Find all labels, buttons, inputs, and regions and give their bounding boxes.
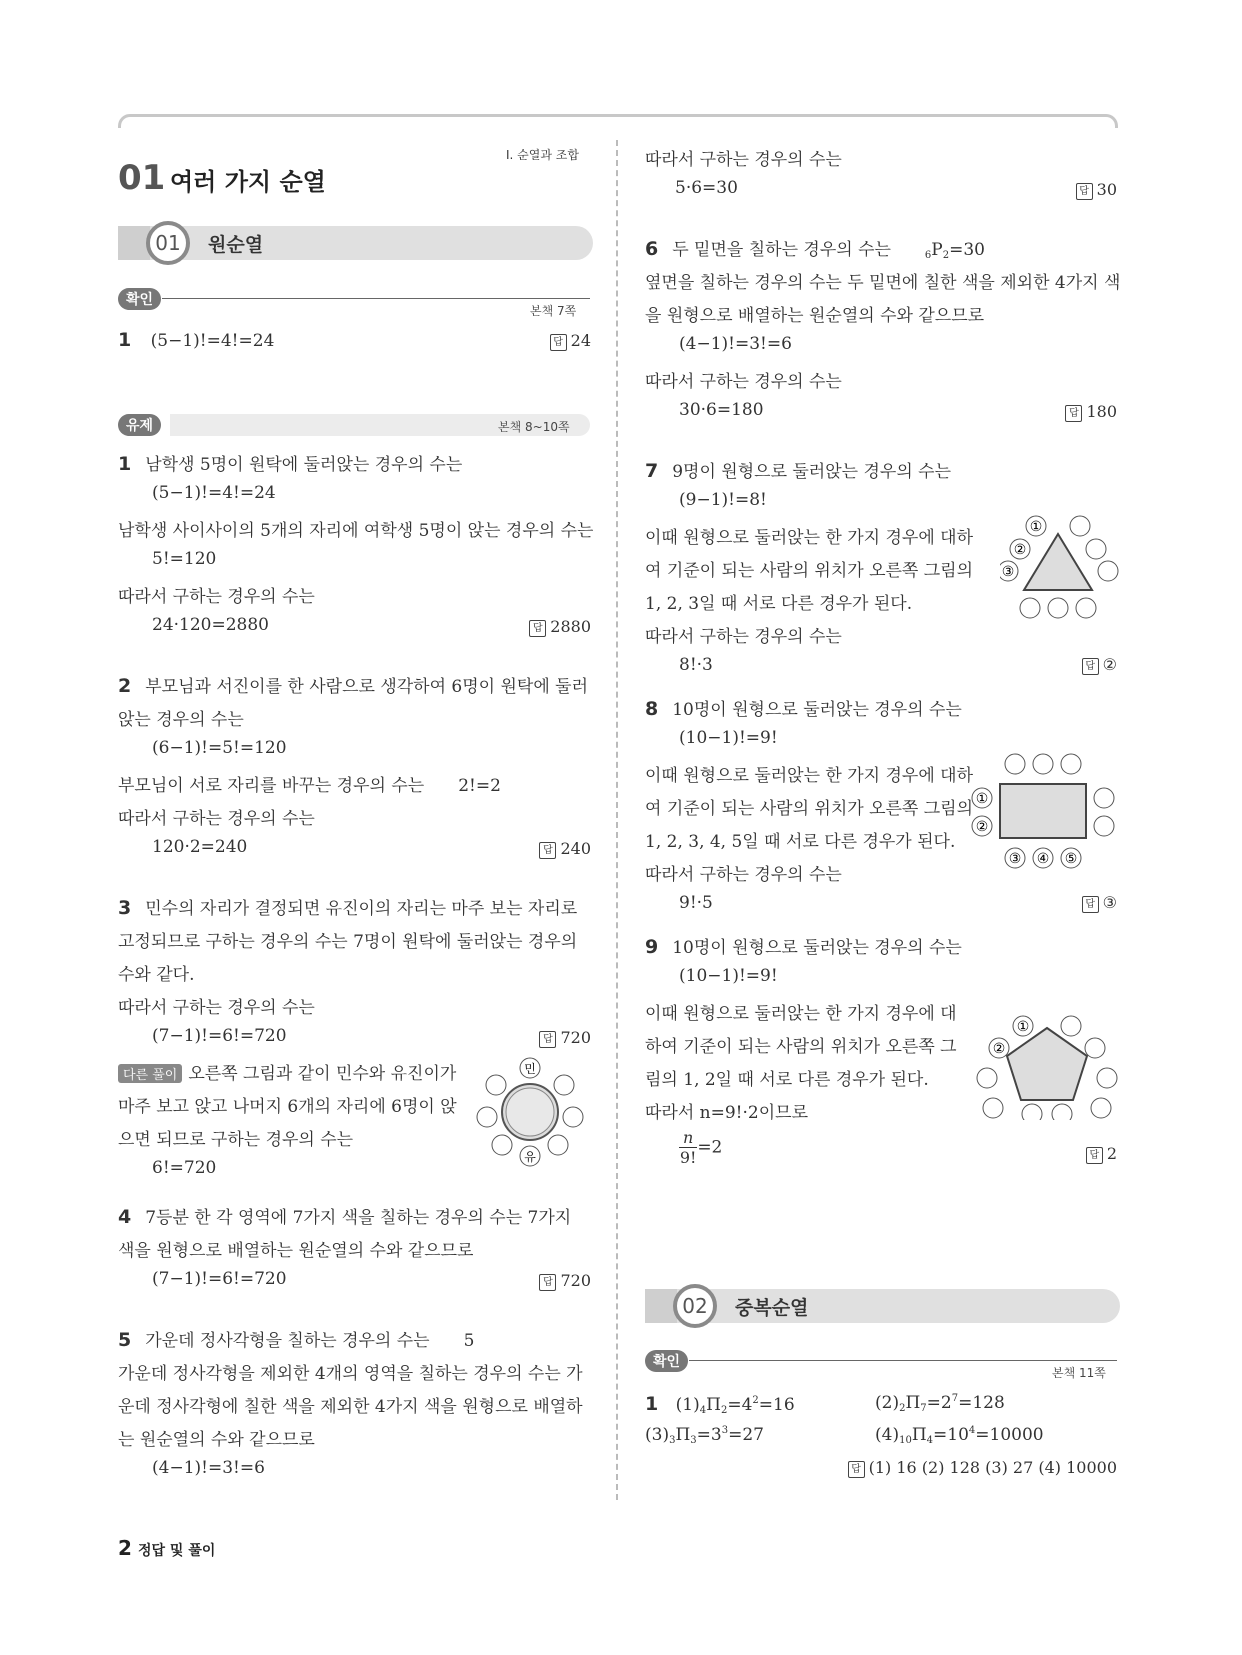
seat-1-label: ① (1029, 519, 1043, 535)
p6-answer: 답 180 (1065, 402, 1117, 422)
check-page-ref: 본책 11쪽 (1052, 1366, 1106, 1380)
section-title: 중복순열 (735, 1297, 809, 1319)
p3-line4: 따라서 구하는 경우의 수는 (118, 998, 315, 1018)
seat-2-label: ② (1013, 542, 1027, 558)
p5-line4: 는 원순열의 수와 같으므로 (118, 1430, 315, 1450)
seat-label-bottom: 유 (524, 1150, 536, 1164)
p2-line3: (6−1)!=5!=120 (152, 738, 287, 758)
p1-line3: 남학생 사이사이의 5개의 자리에 여학생 5명이 앉는 경우의 수는 (118, 521, 594, 541)
p5-right2: 5·6=30 (675, 178, 738, 198)
practice-tag: 유제 (118, 414, 161, 436)
seat-4-label: ④ (1036, 851, 1050, 867)
check-line (162, 298, 590, 299)
seat-label-top: 민 (524, 1062, 536, 1076)
p4-answer: 답 720 (539, 1271, 591, 1291)
p2-line6: 120·2=240 (152, 837, 248, 857)
seat-3-label: ③ (1008, 851, 1022, 867)
p7-line4: 여 기준이 되는 사람의 위치가 오른쪽 그림의 (645, 561, 974, 581)
p7-line5: 1, 2, 3일 때 서로 다른 경우가 된다. (645, 594, 913, 614)
column-divider (616, 140, 618, 1500)
p5-line1: 5 가운데 정사각형을 칠하는 경우의 수는 5 (118, 1329, 475, 1351)
alt-solution-tag: 다른 풀이 (118, 1064, 182, 1083)
p1-line6: 24·120=2880 (152, 615, 269, 635)
seat-2-label: ② (975, 819, 989, 835)
p7-answer: 답 ② (1082, 655, 1117, 675)
section-header-2 (645, 1289, 1120, 1323)
p4-line1: 4 7등분 한 각 영역에 7가지 색을 칠하는 경우의 수는 7가지 (118, 1206, 572, 1228)
p9-line2: (10−1)!=9! (679, 966, 778, 986)
check-item: 1 (5−1)!=4!=24 (118, 329, 275, 351)
section-number: 01 (146, 221, 190, 265)
answer-icon: 답 (1082, 896, 1099, 913)
p3-alt2: 마주 보고 앉고 나머지 6개의 자리에 6명이 앉 (118, 1097, 457, 1117)
p2-line2: 앉는 경우의 수는 (118, 710, 244, 730)
sec2-item3: $(3)_3\Pi_3=3^3=27$ (645, 1425, 765, 1446)
p8-line6: 따라서 구하는 경우의 수는 (645, 865, 842, 885)
p9-fraction: $\frac{n}{9!}$ =2 (679, 1128, 723, 1167)
p1-answer: 답 2880 (529, 617, 591, 637)
p3-line2: 고정되므로 구하는 경우의 수는 7명이 원탁에 둘러앉는 경우의 (118, 932, 578, 952)
section-title: 원순열 (208, 234, 264, 256)
answer-icon: 답 (1082, 658, 1099, 675)
round-table-figure (475, 1055, 585, 1170)
p6-line1: 6 두 밑면을 칠하는 경우의 수는 $_6P_2=30$ (645, 238, 986, 261)
p5-right1: 따라서 구하는 경우의 수는 (645, 150, 842, 170)
p9-answer: 답 2 (1086, 1144, 1117, 1164)
p7-line2: (9−1)!=8! (679, 490, 767, 510)
triangle-table-figure (1000, 512, 1120, 622)
p6-line3: 을 원형으로 배열하는 원순열의 수와 같으므로 (645, 306, 985, 326)
answer-icon: 답 (1076, 183, 1093, 200)
p4-line2: 색을 원형으로 배열하는 원순열의 수와 같으므로 (118, 1241, 474, 1261)
page-number: 2 (118, 1536, 132, 1560)
p9-line3: 이때 원형으로 둘러앉는 한 가지 경우에 대 (645, 1004, 957, 1024)
p3-line5: (7−1)!=6!=720 (152, 1026, 287, 1046)
practice-page-ref: 본책 8~10쪽 (498, 420, 570, 434)
section-header-1 (118, 226, 593, 260)
p2-answer: 답 240 (539, 839, 591, 859)
rectangle-table-figure (970, 752, 1120, 872)
p7-line7: 8!·3 (679, 655, 713, 675)
pentagon-table-figure (975, 1000, 1120, 1120)
p7-line6: 따라서 구하는 경우의 수는 (645, 627, 842, 647)
p7-line1: 7 9명이 원형으로 둘러앉는 경우의 수는 (645, 460, 951, 482)
p9-line1: 9 10명이 원형으로 둘러앉는 경우의 수는 (645, 936, 962, 958)
p3-answer: 답 720 (539, 1028, 591, 1048)
p2-line4: 부모님이 서로 자리를 바꾸는 경우의 수는 2!=2 (118, 776, 501, 796)
p7-line3: 이때 원형으로 둘러앉는 한 가지 경우에 대하 (645, 528, 974, 548)
p8-line4: 여 기준이 되는 사람의 위치가 오른쪽 그림의 (645, 799, 974, 819)
sec2-item2: $(2)_2\Pi_7=2^7=128$ (875, 1393, 1005, 1414)
chapter-title: 여러 가지 순열 (170, 168, 326, 196)
p6-line4: (4−1)!=3!=6 (679, 334, 792, 354)
p1-line5: 따라서 구하는 경우의 수는 (118, 587, 315, 607)
sec2-row1: 1 $(1)_4\Pi_2=4^2=16$ (645, 1393, 795, 1416)
p8-line5: 1, 2, 3, 4, 5일 때 서로 다른 경우가 된다. (645, 832, 956, 852)
seat-1-label: ① (975, 791, 989, 807)
answer-icon: 답 (529, 620, 546, 637)
top-border (118, 114, 1118, 128)
p3-line1: 3 민수의 자리가 결정되면 유진이의 자리는 마주 보는 자리로 (118, 897, 578, 919)
p3-line3: 수와 같다. (118, 965, 195, 985)
seat-3-label: ③ (1001, 564, 1015, 580)
p6-line2: 옆면을 칠하는 경우의 수는 두 밑면에 칠한 색을 제외한 4가지 색 (645, 273, 1121, 293)
answer-icon: 답 (539, 1274, 556, 1291)
answer-icon: 답 (539, 1031, 556, 1048)
p5-line2: 가운데 정사각형을 제외한 4개의 영역을 칠하는 경우의 수는 가 (118, 1364, 583, 1384)
check-line (689, 1360, 1117, 1361)
p6-line5: 따라서 구하는 경우의 수는 (645, 372, 842, 392)
answer: 답 24 (550, 331, 591, 351)
p5-answer: 답 30 (1076, 180, 1117, 200)
answer-icon: 답 (1086, 1147, 1103, 1164)
p3-alt4: 6!=720 (152, 1158, 217, 1178)
section-number: 02 (673, 1284, 717, 1328)
p8-line3: 이때 원형으로 둘러앉는 한 가지 경우에 대하 (645, 766, 974, 786)
p1-line4: 5!=120 (152, 549, 217, 569)
p2-line1: 2 부모님과 서진이를 한 사람으로 생각하여 6명이 원탁에 둘러 (118, 675, 589, 697)
p9-line6: 따라서 n=9!·2이므로 (645, 1103, 808, 1123)
p8-line2: (10−1)!=9! (679, 728, 778, 748)
answer-icon: 답 (848, 1461, 865, 1478)
unit-label: I. 순열과 조합 (506, 148, 579, 162)
p8-line1: 8 10명이 원형으로 둘러앉는 경우의 수는 (645, 698, 962, 720)
p4-line3: (7−1)!=6!=720 (152, 1269, 287, 1289)
p8-answer: 답 ③ (1082, 893, 1117, 913)
sec2-item4: $(4)_{10}\Pi_4=10^4=10000$ (875, 1425, 1044, 1446)
p1-line1: 1 남학생 5명이 원탁에 둘러앉는 경우의 수는 (118, 453, 463, 475)
chapter-number: 01 (118, 158, 166, 198)
p5-line5: (4−1)!=3!=6 (152, 1458, 265, 1478)
footer-label: 정답 및 풀이 (138, 1543, 216, 1559)
check-page-ref: 본책 7쪽 (530, 304, 577, 318)
seat-2-label: ② (992, 1041, 1006, 1057)
p3-alt1: 다른 풀이 오른쪽 그림과 같이 민수와 유진이가 (118, 1059, 456, 1084)
p1-line2: (5−1)!=4!=24 (152, 483, 276, 503)
p9-line5: 림의 1, 2일 때 서로 다른 경우가 된다. (645, 1070, 929, 1090)
seat-5-label: ⑤ (1064, 851, 1078, 867)
p9-line4: 하여 기준이 되는 사람의 위치가 오른쪽 그 (645, 1037, 957, 1057)
sec2-answer: 답 (1) 16 (2) 128 (3) 27 (4) 10000 (848, 1458, 1117, 1478)
check-tag: 확인 (645, 1350, 688, 1372)
p2-line5: 따라서 구하는 경우의 수는 (118, 809, 315, 829)
answer-icon: 답 (550, 334, 567, 351)
p6-line6: 30·6=180 (679, 400, 764, 420)
p5-line3: 운데 정사각형에 칠한 색을 제외한 4가지 색을 원형으로 배열하 (118, 1397, 583, 1417)
answer-icon: 답 (539, 842, 556, 859)
seat-1-label: ① (1016, 1019, 1030, 1035)
p3-alt3: 으면 되므로 구하는 경우의 수는 (118, 1130, 354, 1150)
answer-icon: 답 (1065, 405, 1082, 422)
check-tag: 확인 (118, 288, 161, 310)
p8-line7: 9!·5 (679, 893, 713, 913)
